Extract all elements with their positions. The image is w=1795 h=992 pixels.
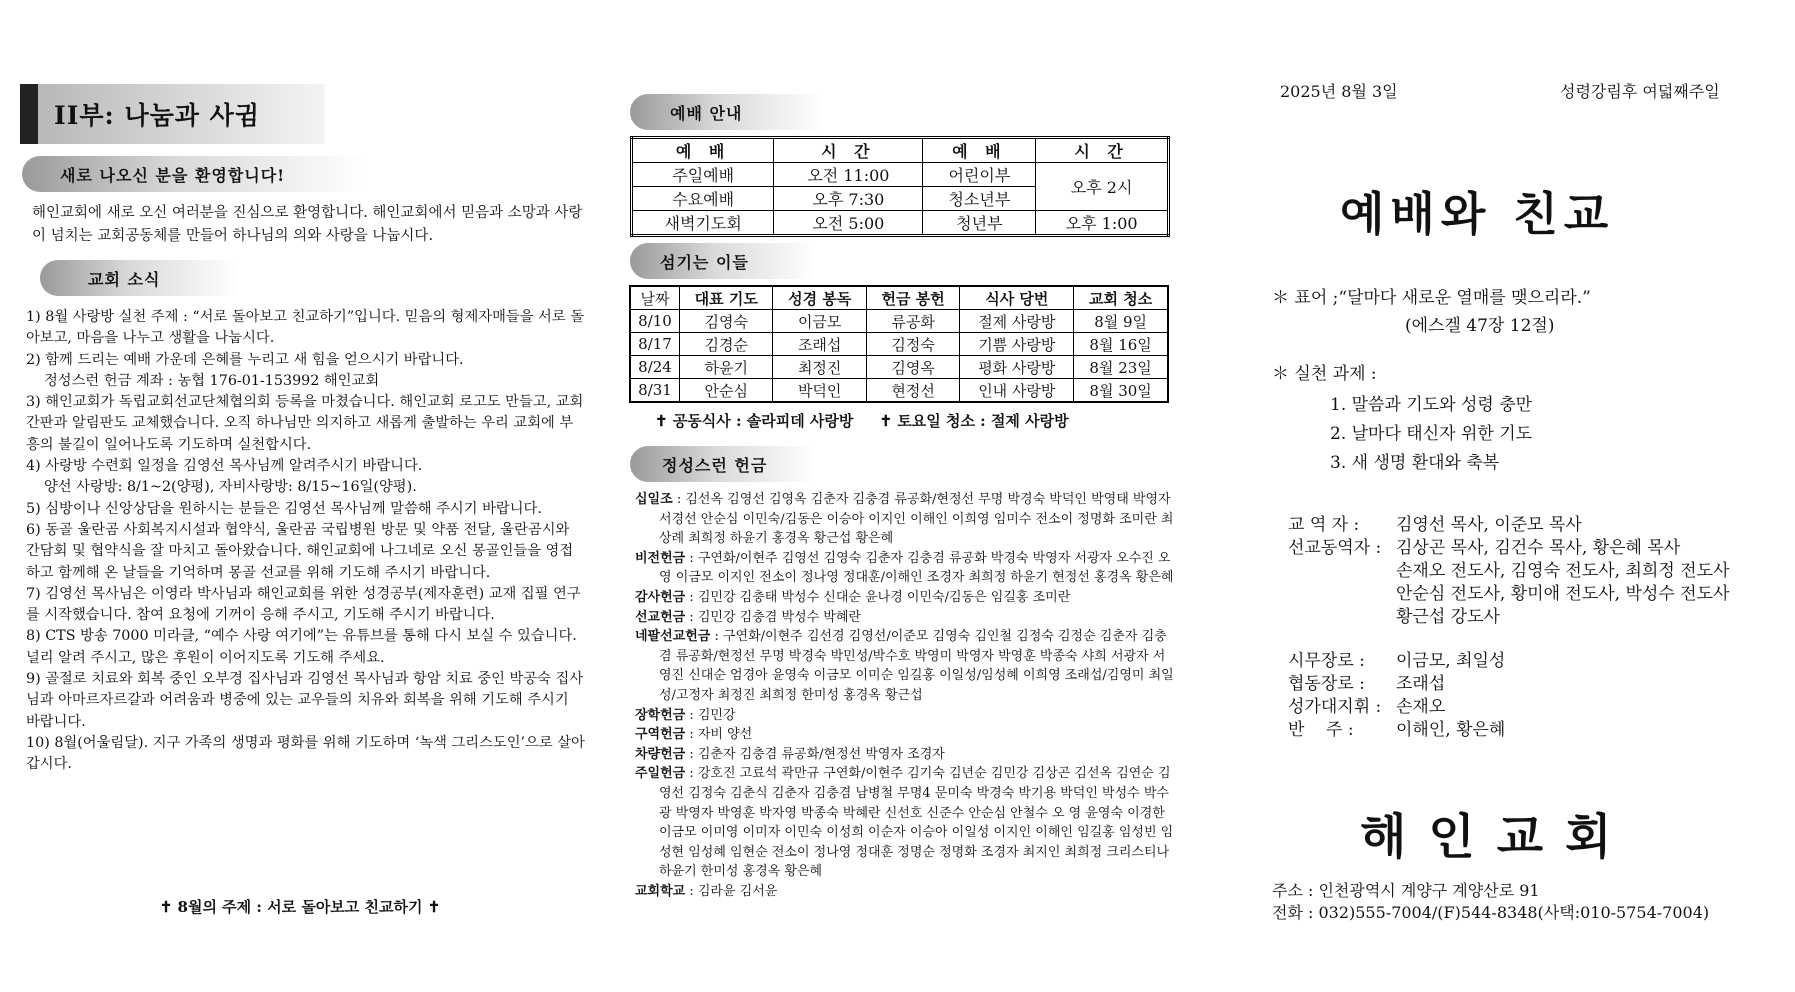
table-cell: 박덕인: [773, 379, 866, 403]
staff-label: 반 주 :: [1288, 720, 1354, 740]
table-cell: 오후 7:30: [774, 187, 923, 211]
table-row: [630, 333, 1168, 356]
table-cell: 절제 사랑방: [960, 310, 1074, 333]
staff-row: [1288, 719, 1778, 742]
table-header: 헌금 봉헌: [866, 286, 959, 310]
staff-row: [1288, 650, 1778, 673]
motto-reference: (에스겔 47장 12절): [1405, 316, 1555, 336]
staff-value: 이해인, 황은혜: [1396, 720, 1506, 740]
staff-elders: [1288, 650, 1778, 742]
news-item: 7) 김영선 목사님은 이영라 박사님과 해인교회를 위한 성경공부(제자훈련) 교재 집필 연구를 시작했습니다. 참여 요청에 기꺼이 응해 주시고, 기도해 주시기 바랍니다.: [26, 585, 581, 624]
table-cell: 조래섭: [773, 333, 866, 356]
table-header: 교회 청소: [1074, 286, 1168, 310]
news-item: 정성스런 헌금 계좌 : 농협 176-01-153992 해인교회: [44, 372, 380, 389]
table-row: [632, 163, 1169, 187]
table-cell: 수요예배: [632, 187, 774, 211]
table-cell: 8월 30일: [1074, 379, 1168, 403]
table-cell: 현정선: [866, 379, 959, 403]
task-item: 2. 날마다 태신자 위한 기도: [1330, 424, 1533, 444]
servers-note: ✝ 공동식사 : 솔라피데 사랑방 ✝ 토요일 청소 : 절제 사랑방: [655, 412, 1069, 430]
church-name: 해인교회: [1360, 809, 1634, 865]
news-item: 10) 8월(어울림달). 지구 가족의 생명과 평화를 위해 기도하며 ‘녹색 그리스도인’으로 살아갑시다.: [26, 734, 585, 773]
staff-value: 안순심 전도사, 황미애 전도사, 박성수 전도사: [1396, 584, 1730, 604]
table-cell: 안순심: [680, 379, 773, 403]
table-cell: 오후 1:00: [1036, 211, 1169, 236]
offering-item: [635, 706, 1175, 726]
table-cell: 어린이부: [923, 163, 1036, 187]
news-item: 1) 8월 사랑방 실천 주제 : “서로 돌아보고 친교하기”입니다. 믿음의 형제자매들을 서로 돌아보고, 마음을 나누고 생활을 나눕시다.: [26, 309, 585, 347]
news-list: [26, 307, 586, 776]
table-cell: 류공화: [866, 310, 959, 333]
tasks-list: [1330, 391, 1532, 478]
news-item: 6) 동골 울란곰 사회복지시설과 협약식, 울란곰 국립병원 방문 및 약품 전달, 울란곰시와 간담회 및 협약식을 잘 마치고 돌아왔습니다. 해인교회에 나그네로 오신 몽골인들을 영접하고 함께해 온 날들을 기억하며 몽골 선교를 위해 기도해 주시기 바랍니다.: [26, 521, 574, 581]
table-header: 예 배: [632, 138, 774, 163]
offering-names: : 자비 양선: [685, 727, 753, 743]
offering-label: 감사헌금: [635, 589, 686, 605]
table-header: 시 간: [1036, 138, 1169, 163]
welcome-heading: 새로 나오신 분을 환영합니다!: [22, 156, 365, 192]
news-item: 3) 해인교회가 독립교회선교단체협의회 등록을 마쳤습니다. 해인교회 로고도 만들고, 교회 간판과 알림판도 교체했습니다. 오직 하나님만 의지하고 새롭게 출발하는 우리 교회에 부흥의 불길이 일어나도록 기도하며 실천합시다.: [26, 394, 584, 453]
table-header: 예 배: [923, 138, 1036, 163]
staff-value: 이금모, 최일성: [1396, 651, 1506, 671]
staff-row: [1288, 514, 1778, 537]
table-cell: 8/17: [630, 333, 680, 356]
table-row: [632, 211, 1169, 236]
staff-row: [1288, 560, 1778, 583]
offering-item: [635, 627, 1175, 705]
servers-heading: 섬기는 이들: [630, 243, 815, 279]
staff-row: [1288, 583, 1778, 606]
offering-item: [635, 745, 1175, 765]
offering-label: 주일헌금: [635, 766, 686, 782]
table-header-row: [632, 138, 1169, 163]
offering-item: [635, 588, 1175, 608]
motto: ＊ 표어 ;“달마다 새로운 열매를 맺으리라.”: [1272, 288, 1591, 308]
staff-row: [1288, 673, 1778, 696]
news-item: 8) CTS 방송 7000 미라클, “예수 사랑 여기에”는 유튜브를 통해 다시 보실 수 있습니다. 널리 알려 주시고, 많은 후원이 이어지도록 기도해 주세요.: [26, 628, 577, 666]
table-header-row: [630, 286, 1168, 310]
task-item: 3. 새 생명 환대와 축복: [1330, 453, 1500, 473]
offering-label: 교회학교: [635, 883, 686, 899]
table-cell: 8월 23일: [1074, 356, 1168, 379]
task-item: 1. 말씀과 기도와 성령 충만: [1330, 395, 1533, 415]
table-cell: 오전 11:00: [774, 163, 923, 187]
offering-item: [635, 725, 1175, 745]
offering-names: : 김라윤 김서윤: [685, 883, 778, 899]
offering-item: [635, 882, 1175, 902]
table-header: 날짜: [630, 286, 680, 310]
table-cell: 새벽기도회: [632, 211, 774, 236]
servers-table: [629, 285, 1169, 403]
staff-value: 손재오 전도사, 김영숙 전도사, 최희정 전도사: [1396, 561, 1730, 581]
table-cell: 기쁨 사랑방: [960, 333, 1074, 356]
staff-label: 성가대지휘 :: [1288, 697, 1382, 717]
offering-names: : 김민강 김충태 박성수 신대순 윤나경 이민숙/김동은 임길홍 조미란: [685, 589, 1071, 605]
table-cell: 최정진: [773, 356, 866, 379]
offering-names: : 강호진 고료석 곽만규 구연화/이현주 김기숙 김년순 김민강 김상곤 김선옥 김연순 김영선 김정숙 김춘식 김춘자 김충겸 남병철 무명4 문미숙 박경숙 박기용 박덕인 박성수 박수광 박영자 박영훈 박자영 박종숙 박혜란 신선호 신준수 안순심 안철수 오 영 윤영숙 이경한 이금모 이미영 이미자 이민숙 이성희 이순자 이승아 이일성 이지인 이해인 임길홍 임성빈 임성현 임성혜 임현순 전소이 정나영 정대훈 정명순 정명화 조경자 최지인 최희정 크리스티나 하윤기 한미성 홍경옥 황은혜: [659, 766, 1174, 880]
offering-heading: 정성스런 헌금: [630, 446, 817, 482]
staff-row: [1288, 537, 1778, 560]
staff-label: 시무장로 :: [1288, 651, 1365, 671]
staff-label: 협동장로 :: [1288, 674, 1365, 694]
table-cell: 김영옥: [866, 356, 959, 379]
welcome-text: 해인교회에 새로 오신 여러분을 진심으로 환영합니다. 해인교회에서 믿음과 소망과 사랑이 넘치는 교회공동체를 만들어 하나님의 의와 사랑을 나눕시다.: [32, 205, 583, 244]
offering-item: [635, 549, 1175, 588]
offering-label: 장학헌금: [635, 707, 686, 723]
news-item: 2) 함께 드리는 예배 가운데 은혜를 누리고 새 힘을 얻으시기 바랍니다.: [26, 351, 464, 368]
staff-row: [1288, 696, 1778, 719]
offering-names: : 구연화/이현주 김영선 김영숙 김춘자 김충겸 류공화 박경숙 박영자 서광자 오수진 오 영 이금모 이지인 전소이 정나영 정대훈/이해인 조경자 최희정 하윤기 현정선 홍경옥 황은혜: [659, 550, 1174, 586]
table-cell: 김영숙: [680, 310, 773, 333]
table-cell: 8월 16일: [1074, 333, 1168, 356]
staff-label: 교 역 자 :: [1288, 515, 1360, 535]
offering-names: : 김선옥 김영선 김영옥 김춘자 김충겸 류공화/현정선 무명 박경숙 박덕인 박영태 박영자 서경선 안순심 이민숙/김동은 이승아 이지인 이해인 이희영 임미수 전소이 정명화 조미란 최상례 최희정 하윤기 홍경옥 황근섭 황은혜: [659, 492, 1174, 547]
table-cell: 주일예배: [632, 163, 774, 187]
table-cell: 8/10: [630, 310, 680, 333]
staff-value: 손재오: [1396, 697, 1446, 717]
news-item: 4) 사랑방 수련회 일정을 김영선 목사님께 알려주시기 바랍니다.: [26, 458, 423, 475]
news-item: 양선 사랑방: 8/1~2(양평), 자비사랑방: 8/15~16일(양평).: [44, 479, 417, 496]
staff-label: [1288, 606, 1396, 629]
news-heading: 교회 소식: [40, 260, 238, 296]
offering-label: 구역헌금: [635, 727, 686, 743]
staff-value: 황근섭 강도사: [1396, 607, 1500, 627]
offering-label: 네팔선교헌금: [635, 629, 711, 645]
staff-value: 김상곤 목사, 김건수 목사, 황은혜 목사: [1396, 538, 1681, 558]
staff-label: [1288, 583, 1396, 606]
offering-label: 십일조: [635, 492, 673, 507]
table-cell: 오전 5:00: [774, 211, 923, 236]
tasks-label: ＊ 실천 과제 :: [1272, 364, 1377, 384]
table-cell: 김정숙: [866, 333, 959, 356]
news-item: 9) 골절로 치료와 회복 중인 오부경 집사님과 김영선 목사님과 항암 치료 중인 박공숙 집사님과 아마르자르갈과 어려움과 병중에 있는 교우들의 치유와 회복을 위해 기도해 주시기 바랍니다.: [26, 671, 584, 730]
table-cell: 청소년부: [923, 187, 1036, 211]
monthly-theme: ✝ 8월의 주제 : 서로 돌아보고 친교하기 ✝: [159, 898, 441, 916]
news-item: 5) 심방이나 신앙상담을 원하시는 분들은 김영선 목사님께 말씀해 주시기 바랍니다.: [26, 500, 542, 517]
offering-label: 선교헌금: [635, 609, 686, 625]
table-cell: 8월 9일: [1074, 310, 1168, 333]
table-header: 식사 당번: [960, 286, 1074, 310]
part-header: [20, 84, 325, 144]
church-address: 주소 : 인천광역시 계양구 계양산로 91: [1272, 881, 1540, 900]
offering-names: : 김민강: [685, 707, 736, 723]
offering-item: [635, 608, 1175, 628]
staff-label: [1288, 560, 1396, 583]
table-cell: 청년부: [923, 211, 1036, 236]
table-cell: 8/24: [630, 356, 680, 379]
worship-table: [630, 136, 1170, 237]
table-row: [630, 310, 1168, 333]
main-title: 예배와 친교: [1340, 187, 1615, 241]
table-row: [630, 379, 1168, 403]
offering-list: [635, 490, 1175, 901]
table-row: [630, 356, 1168, 379]
offering-item: [635, 764, 1175, 882]
offering-label: 비전헌금: [635, 550, 686, 566]
table-cell: 평화 사랑방: [960, 356, 1074, 379]
offering-names: : 구연화/이현주 김선경 김영선/이준모 김영숙 김인철 김정숙 김정순 김춘자 김충겸 류공화/현정선 무명 박경숙 박민성/박수호 박영미 박영자 박영훈 박종숙 샤희 서광자 서영진 신대순 엄경아 윤영숙 이금모 이미순 임길홍 이일성/임성혜 이희영 조래섭/김영미 최일성/고정자 최정진 최희정 한미성 홍경옥 황근섭: [659, 629, 1174, 703]
bulletin-date: 2025년 8월 3일: [1280, 82, 1398, 101]
table-header: 시 간: [774, 138, 923, 163]
table-cell: 8/31: [630, 379, 680, 403]
table-cell: 김경순: [680, 333, 773, 356]
table-cell: 이금모: [773, 310, 866, 333]
part-header-bar: [20, 84, 38, 144]
offering-names: : 김민강 김충겸 박성수 박혜란: [685, 609, 861, 625]
table-cell: 인내 사랑방: [960, 379, 1074, 403]
table-header: 대표 기도: [680, 286, 773, 310]
church-phone: 전화 : 032)555-7004/(F)544-8348(사택:010-5754-7004): [1272, 903, 1710, 922]
staff-value: 김영선 목사, 이준모 목사: [1396, 515, 1582, 535]
staff-ministers: [1288, 514, 1778, 629]
offering-label: 차량헌금: [635, 746, 686, 762]
offering-names: : 김춘자 김충겸 류공화/현정선 박영자 조경자: [685, 746, 945, 762]
table-cell: 오후 2시: [1036, 163, 1169, 211]
staff-label: 선교동역자 :: [1288, 538, 1382, 558]
part-title: II부: 나눔과 사귐: [38, 84, 325, 144]
table-cell: 하윤기: [680, 356, 773, 379]
table-header: 성경 봉독: [773, 286, 866, 310]
worship-heading: 예배 안내: [630, 94, 825, 130]
liturgical-day: 성령강림후 여덟째주일: [1560, 82, 1720, 101]
offering-item: [635, 490, 1175, 549]
staff-value: 조래섭: [1396, 674, 1446, 694]
staff-row: [1288, 606, 1778, 629]
